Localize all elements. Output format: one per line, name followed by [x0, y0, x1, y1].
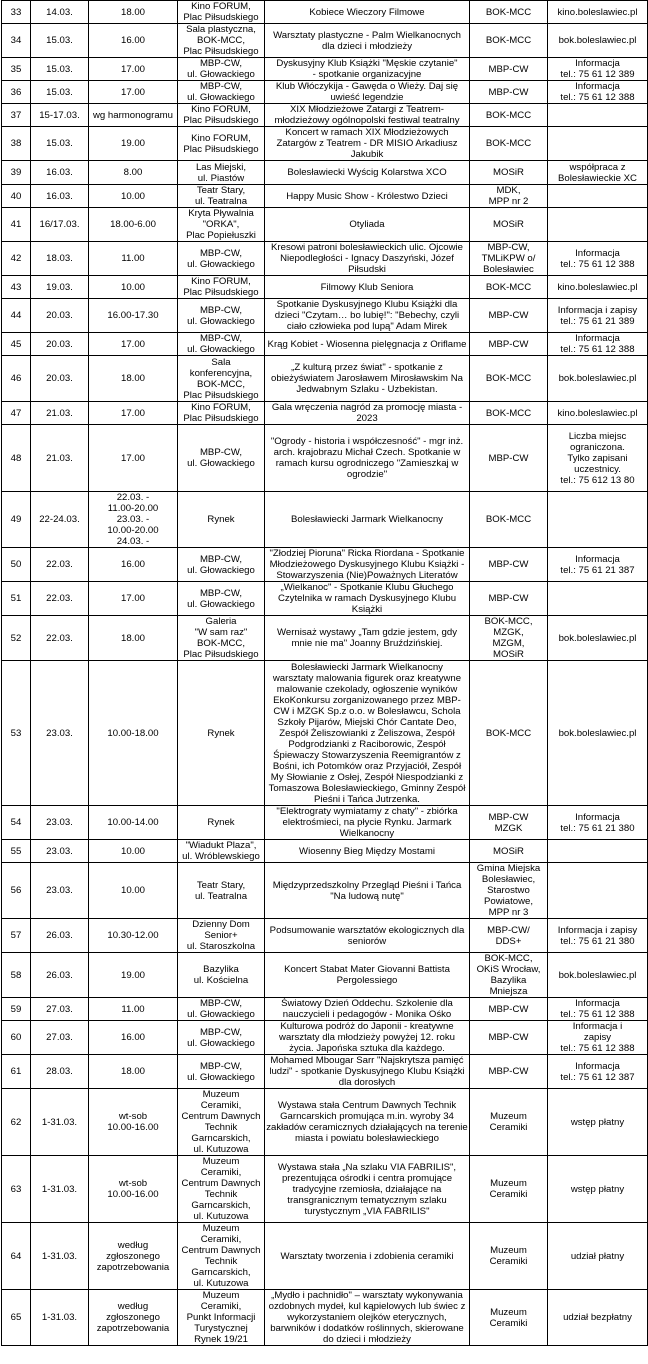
table-row: [2, 104, 648, 127]
cell-no: 55: [2, 840, 31, 863]
cell-no: 39: [2, 161, 31, 185]
cell-org: MBP-CW/ DDS+: [470, 919, 548, 953]
cell-date: 15.03.: [31, 58, 89, 81]
cell-time: 11.00: [89, 998, 178, 1021]
cell-date: 22.03.: [31, 548, 89, 582]
cell-info: Informacja tel.: 75 61 12 388: [548, 998, 648, 1021]
cell-no: 57: [2, 919, 31, 953]
cell-no: 37: [2, 104, 31, 127]
cell-place: Bazylika ul. Kościelna: [178, 953, 265, 998]
cell-date: 26.03.: [31, 953, 89, 998]
cell-org: MOSiR: [470, 208, 548, 242]
cell-info: wstęp płatny: [548, 1156, 648, 1223]
cell-no: 38: [2, 127, 31, 161]
cell-info: Informacja i zapisy tel.: 75 61 12 388: [548, 1021, 648, 1055]
cell-info: Informacja tel.: 75 61 12 389: [548, 58, 648, 81]
cell-date: 23.03.: [31, 806, 89, 840]
cell-info: [548, 863, 648, 919]
table-row: [2, 208, 648, 242]
cell-org: BOK-MCC: [470, 127, 548, 161]
cell-place: Teatr Stary, ul. Teatralna: [178, 185, 265, 208]
cell-org: Muzeum Ceramiki: [470, 1156, 548, 1223]
cell-org: BOK-MCC: [470, 661, 548, 806]
cell-time: wg harmonogramu: [89, 104, 178, 127]
cell-event: "Elektrograty wymiatamy z chaty" - zbiórka elektrośmieci, na płycie Rynku. Jarmark Wielkanocny: [265, 806, 470, 840]
cell-event: Wiosenny Bieg Między Mostami: [265, 840, 470, 863]
cell-date: 23.03.: [31, 863, 89, 919]
cell-time: 19.00: [89, 953, 178, 998]
cell-date: 20.03.: [31, 333, 89, 356]
cell-no: 48: [2, 425, 31, 492]
table-row: [2, 616, 648, 661]
cell-info: udział bezpłatny: [548, 1290, 648, 1346]
cell-time: 10.30-12.00: [89, 919, 178, 953]
cell-org: MDK, MPP nr 2: [470, 185, 548, 208]
cell-time: 8.00: [89, 161, 178, 185]
cell-no: 65: [2, 1290, 31, 1346]
cell-no: 56: [2, 863, 31, 919]
cell-info: bok.boleslawiec.pl: [548, 661, 648, 806]
cell-org: BOK-MCC: [470, 492, 548, 548]
cell-event: "Ogrody - historia i współczesność" - mgr inż. arch. krajobrazu Michał Czech. Spotkanie w ramach kursu ogrodniczego "Zamieszkaj w ogrodzie": [265, 425, 470, 492]
table-row: [2, 185, 648, 208]
table-row: [2, 1055, 648, 1089]
cell-place: MBP-CW, ul. Głowackiego: [178, 299, 265, 333]
cell-event: XIX Młodzieżowe Zatargi z Teatrem- młodzieżowy ogólnopolski festiwal teatralny: [265, 104, 470, 127]
cell-event: Warsztaty plastyczne - Palm Wielkanocnych dla dzieci i młodzieży: [265, 24, 470, 58]
cell-place: Kino FORUM, Plac Piłsudskiego: [178, 127, 265, 161]
cell-time: 16.00-17.30: [89, 299, 178, 333]
cell-org: BOK-MCC: [470, 276, 548, 299]
cell-time: 18.00: [89, 1, 178, 24]
table-row: [2, 333, 648, 356]
cell-time: 19.00: [89, 127, 178, 161]
cell-info: Informacja tel.: 75 61 12 388: [548, 81, 648, 104]
cell-no: 34: [2, 24, 31, 58]
cell-no: 41: [2, 208, 31, 242]
cell-info: Liczba miejsc ograniczona. Tylko zapisani uczestnicy. tel.: 75 612 13 80: [548, 425, 648, 492]
cell-info: bok.boleslawiec.pl: [548, 953, 648, 998]
cell-event: Bolesławiecki Jarmark Wielkanocny: [265, 492, 470, 548]
cell-no: 59: [2, 998, 31, 1021]
table-row: [2, 953, 648, 998]
cell-event: Happy Music Show - Królestwo Dzieci: [265, 185, 470, 208]
cell-event: Gala wręczenia nagród za promocję miasta - 2023: [265, 402, 470, 425]
table-row: [2, 127, 648, 161]
cell-org: BOK-MCC, OKiS Wrocław, Bazylika Mniejsza: [470, 953, 548, 998]
cell-place: MBP-CW, ul. Głowackiego: [178, 58, 265, 81]
cell-date: 1-31.03.: [31, 1290, 89, 1346]
cell-org: MBP-CW: [470, 1021, 548, 1055]
cell-event: Podsumowanie warsztatów ekologicznych dla seniorów: [265, 919, 470, 953]
table-row: [2, 24, 648, 58]
table-row: [2, 582, 648, 616]
cell-date: 21.03.: [31, 402, 89, 425]
cell-info: współpraca z Bolesławieckie XC: [548, 161, 648, 185]
cell-event: Dyskusyjny Klub Książki "Męskie czytanie" - spotkanie organizacyjne: [265, 58, 470, 81]
cell-event: Mohamed Mbougar Sarr "Najskrytsza pamięć ludzi" - spotkanie Dyskusyjnego Klubu Książki dla dorosłych: [265, 1055, 470, 1089]
cell-no: 40: [2, 185, 31, 208]
cell-info: Informacja i zapisy tel.: 75 61 21 389: [548, 299, 648, 333]
cell-place: Kino FORUM, Plac Piłsudskiego: [178, 402, 265, 425]
cell-time: 17.00: [89, 582, 178, 616]
cell-event: "Złodziej Pioruna" Ricka Riordana - Spotkanie Młodzieżowego Dyskusyjnego Klubu Książki - Stowarzyszenia (Nie)Poważnych Literatów: [265, 548, 470, 582]
cell-place: MBP-CW, ul. Głowackiego: [178, 333, 265, 356]
cell-info: Informacja tel.: 75 61 21 380: [548, 806, 648, 840]
cell-no: 53: [2, 661, 31, 806]
cell-date: 16.03.: [31, 161, 89, 185]
table-row: [2, 863, 648, 919]
cell-place: Sala plastyczna, BOK-MCC, Plac Piłsudskiego: [178, 24, 265, 58]
cell-date: 22.03.: [31, 582, 89, 616]
cell-org: MBP-CW: [470, 1055, 548, 1089]
cell-date: 15-17.03.: [31, 104, 89, 127]
cell-place: MBP-CW, ul. Głowackiego: [178, 548, 265, 582]
cell-event: „Mydło i pachnidło" – warsztaty wykonywania ozdobnych mydeł, kul kąpielowych lub świec z wykorzystaniem olejków eterycznych, barwników i dodatków roślinnych, skierowane do dzieci i młodzieży: [265, 1290, 470, 1346]
cell-info: bok.boleslawiec.pl: [548, 616, 648, 661]
cell-place: Rynek: [178, 661, 265, 806]
cell-no: 60: [2, 1021, 31, 1055]
cell-place: Rynek: [178, 806, 265, 840]
cell-info: [548, 840, 648, 863]
cell-info: wstęp płatny: [548, 1089, 648, 1156]
cell-info: kino.boleslawiec.pl: [548, 1, 648, 24]
cell-place: MBP-CW, ul. Głowackiego: [178, 242, 265, 276]
cell-org: Muzeum Ceramiki: [470, 1290, 548, 1346]
table-row: [2, 840, 648, 863]
events-table-body: [2, 1, 648, 1346]
cell-no: 45: [2, 333, 31, 356]
table-row: [2, 242, 648, 276]
cell-no: 52: [2, 616, 31, 661]
cell-date: 22.03.: [31, 616, 89, 661]
cell-event: Warsztaty tworzenia i zdobienia ceramiki: [265, 1223, 470, 1290]
cell-event: „Wielkanoc" - Spotkanie Klubu Głuchego Czytelnika w ramach Dyskusyjnego Klubu Książki: [265, 582, 470, 616]
cell-place: MBP-CW, ul. Głowackiego: [178, 425, 265, 492]
cell-date: 1-31.03.: [31, 1089, 89, 1156]
cell-info: udział płatny: [548, 1223, 648, 1290]
cell-event: Wystawa stała Centrum Dawnych Technik Garncarskich promująca m.in. wyroby 34 zakładów ceramicznych działających na terenie miasta i powiatu bolesławieckiego: [265, 1089, 470, 1156]
cell-event: Otyliada: [265, 208, 470, 242]
cell-time: 18.00: [89, 1055, 178, 1089]
cell-place: MBP-CW, ul. Głowackiego: [178, 1021, 265, 1055]
cell-org: MBP-CW: [470, 299, 548, 333]
cell-date: 23.03.: [31, 661, 89, 806]
cell-time: wt-sob 10.00-16.00: [89, 1156, 178, 1223]
cell-place: MBP-CW, ul. Głowackiego: [178, 81, 265, 104]
table-row: [2, 299, 648, 333]
table-row: [2, 1, 648, 24]
cell-time: 11.00: [89, 242, 178, 276]
cell-time: 18.00: [89, 616, 178, 661]
cell-info: bok.boleslawiec.pl: [548, 356, 648, 402]
cell-org: BOK-MCC: [470, 1, 548, 24]
cell-time: 16.00: [89, 24, 178, 58]
cell-time: 16.00: [89, 1021, 178, 1055]
cell-date: 14.03.: [31, 1, 89, 24]
cell-info: Informacja tel.: 75 61 12 388: [548, 242, 648, 276]
cell-no: 47: [2, 402, 31, 425]
cell-time: wt-sob 10.00-16.00: [89, 1089, 178, 1156]
cell-time: 17.00: [89, 58, 178, 81]
cell-org: Muzeum Ceramiki: [470, 1089, 548, 1156]
cell-date: 15.03.: [31, 127, 89, 161]
cell-event: Wystawa stała „Na szlaku VIA FABRILIS", prezentująca ośrodki i centra promujące tradycyjne rzemiosła, działające na transgranicznym tematycznym szlaku turystycznym „VIA FABRILIS": [265, 1156, 470, 1223]
cell-org: BOK-MCC, MZGK, MZGM, MOSiR: [470, 616, 548, 661]
cell-org: Muzeum Ceramiki: [470, 1223, 548, 1290]
cell-no: 36: [2, 81, 31, 104]
cell-time: 10.00: [89, 840, 178, 863]
events-table: [1, 0, 648, 1346]
cell-place: Muzeum Ceramiki, Centrum Dawnych Technik Garncarskich, ul. Kutuzowa: [178, 1156, 265, 1223]
cell-org: MBP-CW: [470, 81, 548, 104]
cell-info: [548, 104, 648, 127]
cell-no: 42: [2, 242, 31, 276]
table-row: [2, 1223, 648, 1290]
cell-time: 17.00: [89, 81, 178, 104]
cell-time: według zgłoszonego zapotrzebowania: [89, 1290, 178, 1346]
table-row: [2, 58, 648, 81]
cell-time: 17.00: [89, 333, 178, 356]
cell-date: 20.03.: [31, 299, 89, 333]
table-row: [2, 402, 648, 425]
cell-date: 18.03.: [31, 242, 89, 276]
cell-place: Las Miejski, ul. Piastów: [178, 161, 265, 185]
cell-time: 10.00: [89, 185, 178, 208]
cell-org: MBP-CW MZGK: [470, 806, 548, 840]
cell-time: 17.00: [89, 402, 178, 425]
cell-place: MBP-CW, ul. Głowackiego: [178, 1055, 265, 1089]
cell-time: 16.00: [89, 548, 178, 582]
cell-event: Koncert w ramach XIX Młodzieżowych Zatargów z Teatrem - DR MISIO Arkadiusz Jakubik: [265, 127, 470, 161]
cell-event: Międzyprzedszkolny Przegląd Pieśni i Tańca "Na ludową nutę": [265, 863, 470, 919]
cell-org: MOSiR: [470, 161, 548, 185]
cell-place: Muzeum Ceramiki, Punkt Informacji Turystycznej Rynek 19/21: [178, 1290, 265, 1346]
cell-info: [548, 127, 648, 161]
table-row: [2, 806, 648, 840]
cell-no: 61: [2, 1055, 31, 1089]
cell-date: 21.03.: [31, 425, 89, 492]
cell-event: Klub Włóczykija - Gawęda o Wieży. Daj się uwieść legendzie: [265, 81, 470, 104]
cell-event: Filmowy Klub Seniora: [265, 276, 470, 299]
cell-time: 10.00: [89, 863, 178, 919]
cell-time: 22.03. - 11.00-20.00 23.03. - 10.00-20.00 24.03. -: [89, 492, 178, 548]
cell-place: MBP-CW, ul. Głowackiego: [178, 998, 265, 1021]
cell-no: 44: [2, 299, 31, 333]
cell-info: [548, 208, 648, 242]
cell-event: „Z kulturą przez świat" - spotkanie z obieżyświatem Jarosławem Mirosławskim Na Jedwabnym Szlaku - Uzbekistan.: [265, 356, 470, 402]
cell-info: [548, 492, 648, 548]
cell-info: bok.boleslawiec.pl: [548, 24, 648, 58]
cell-org: MBP-CW: [470, 58, 548, 81]
cell-event: Bolesławiecki Jarmark Wielkanocny warsztaty malowania figurek oraz kreatywne malowanie czekolady, ogłoszenie wyników EkoKonkursu zorganizowanego przez MBP- CW i MZGK Sp.z o.o. w Bolesławcu, Schola Szkoły Pijarów, Miejski Chór Cantate Deo, Zespół Żeliszowianki z Żeliszowa, Zespół Podgrodzianki z Raciborowic, Zespół Śpiewaczy Stowarzyszenia Reemigrantów z Bośni, ich Potomków oraz Przyjaciół, Zespół My Słowianie z Osłej, Zespół Niespodzianki z Tomaszowa Bolesławieckiego, Gminny Zespół Pieśni i Tańca Jutrzenka.: [265, 661, 470, 806]
cell-place: Muzeum Ceramiki, Centrum Dawnych Technik Garncarskich, ul. Kutuzowa: [178, 1223, 265, 1290]
cell-time: 18.00-6.00: [89, 208, 178, 242]
cell-event: Spotkanie Dyskusyjnego Klubu Książki dla dzieci "Czytam… bo lubię!": "Bebechy, czyli ciało człowieka pod lupą" Adam Mirek: [265, 299, 470, 333]
cell-event: Krąg Kobiet - Wiosenna pielęgnacja z Oriflame: [265, 333, 470, 356]
cell-time: 10.00: [89, 276, 178, 299]
cell-info: Informacja tel.: 75 61 21 387: [548, 548, 648, 582]
cell-info: kino.boleslawiec.pl: [548, 402, 648, 425]
cell-no: 54: [2, 806, 31, 840]
cell-event: Kresowi patroni bolesławieckich ulic. Ojcowie Niepodległości - Ignacy Daszyński, Józef Piłsudski: [265, 242, 470, 276]
cell-time: według zgłoszonego zapotrzebowania: [89, 1223, 178, 1290]
cell-info: [548, 185, 648, 208]
table-row: [2, 356, 648, 402]
table-row: [2, 919, 648, 953]
cell-org: MBP-CW, TMLiKPW o/ Bolesławiec: [470, 242, 548, 276]
cell-date: 27.03.: [31, 998, 89, 1021]
cell-place: Teatr Stary, ul. Teatralna: [178, 863, 265, 919]
cell-time: 10.00-14.00: [89, 806, 178, 840]
cell-event: Kobiece Wieczory Filmowe: [265, 1, 470, 24]
cell-no: 35: [2, 58, 31, 81]
cell-no: 43: [2, 276, 31, 299]
cell-org: MOSiR: [470, 840, 548, 863]
cell-info: Informacja i zapisy tel.: 75 61 21 380: [548, 919, 648, 953]
cell-place: Kino FORUM, Plac Piłsudskiego: [178, 276, 265, 299]
table-row: [2, 661, 648, 806]
cell-info: Informacja tel.: 75 61 12 387: [548, 1055, 648, 1089]
cell-date: 26.03.: [31, 919, 89, 953]
cell-no: 58: [2, 953, 31, 998]
cell-date: 28.03.: [31, 1055, 89, 1089]
cell-place: Kino FORUM, Plac Piłsudskiego: [178, 1, 265, 24]
cell-no: 49: [2, 492, 31, 548]
cell-time: 17.00: [89, 425, 178, 492]
cell-org: MBP-CW: [470, 582, 548, 616]
cell-place: MBP-CW, ul. Głowackiego: [178, 582, 265, 616]
table-row: [2, 998, 648, 1021]
cell-date: 20.03.: [31, 356, 89, 402]
cell-date: 1-31.03.: [31, 1156, 89, 1223]
cell-event: Koncert Stabat Mater Giovanni Battista Pergolessiego: [265, 953, 470, 998]
cell-no: 62: [2, 1089, 31, 1156]
cell-event: Kulturowa podróż do Japonii - kreatywne warsztaty dla młodzieży powyżej 12. roku życia. Japońska sztuka dla każdego.: [265, 1021, 470, 1055]
cell-date: 1-31.03.: [31, 1223, 89, 1290]
table-row: [2, 425, 648, 492]
table-row: [2, 1089, 648, 1156]
cell-date: 22-24.03.: [31, 492, 89, 548]
cell-org: BOK-MCC: [470, 402, 548, 425]
cell-event: Bolesławiecki Wyścig Kolarstwa XCO: [265, 161, 470, 185]
cell-no: 51: [2, 582, 31, 616]
cell-time: 18.00: [89, 356, 178, 402]
cell-no: 50: [2, 548, 31, 582]
cell-place: Kryta Pływalnia "ORKA", Plac Popiełuszki: [178, 208, 265, 242]
table-row: [2, 1156, 648, 1223]
cell-place: "Wiadukt Plaza", ul. Wróblewskiego: [178, 840, 265, 863]
cell-event: Wernisaż wystawy „Tam gdzie jestem, gdy mnie nie ma" Joanny Bruździńskiej.: [265, 616, 470, 661]
cell-event: Światowy Dzień Oddechu. Szkolenie dla nauczycieli i pedagogów - Monika Ośko: [265, 998, 470, 1021]
table-row: [2, 1021, 648, 1055]
table-row: [2, 276, 648, 299]
cell-info: Informacja tel.: 75 61 12 388: [548, 333, 648, 356]
cell-place: Dzienny Dom Senior+ ul. Staroszkolna: [178, 919, 265, 953]
cell-no: 46: [2, 356, 31, 402]
cell-org: BOK-MCC: [470, 104, 548, 127]
cell-info: kino.boleslawiec.pl: [548, 276, 648, 299]
table-row: [2, 548, 648, 582]
cell-date: 16/17.03.: [31, 208, 89, 242]
cell-date: 23.03.: [31, 840, 89, 863]
table-row: [2, 161, 648, 185]
cell-org: MBP-CW: [470, 333, 548, 356]
cell-place: Kino FORUM, Plac Piłsudskiego: [178, 104, 265, 127]
cell-no: 33: [2, 1, 31, 24]
cell-org: MBP-CW: [470, 998, 548, 1021]
cell-place: Rynek: [178, 492, 265, 548]
table-row: [2, 1290, 648, 1346]
cell-org: BOK-MCC: [470, 24, 548, 58]
cell-org: MBP-CW: [470, 548, 548, 582]
cell-time: 10.00-18.00: [89, 661, 178, 806]
cell-org: BOK-MCC: [470, 356, 548, 402]
cell-date: 16.03.: [31, 185, 89, 208]
cell-place: Galeria "W sam raz" BOK-MCC, Plac Piłsudskiego: [178, 616, 265, 661]
table-row: [2, 492, 648, 548]
cell-date: 15.03.: [31, 81, 89, 104]
cell-date: 19.03.: [31, 276, 89, 299]
cell-date: 27.03.: [31, 1021, 89, 1055]
cell-date: 15.03.: [31, 24, 89, 58]
cell-place: Sala konferencyjna, BOK-MCC, Plac Piłsudskiego: [178, 356, 265, 402]
cell-org: MBP-CW: [470, 425, 548, 492]
cell-place: Muzeum Ceramiki, Centrum Dawnych Technik Garncarskich, ul. Kutuzowa: [178, 1089, 265, 1156]
cell-org: Gmina Miejska Bolesławiec, Starostwo Powiatowe, MPP nr 3: [470, 863, 548, 919]
cell-info: [548, 582, 648, 616]
table-row: [2, 81, 648, 104]
cell-no: 64: [2, 1223, 31, 1290]
cell-no: 63: [2, 1156, 31, 1223]
